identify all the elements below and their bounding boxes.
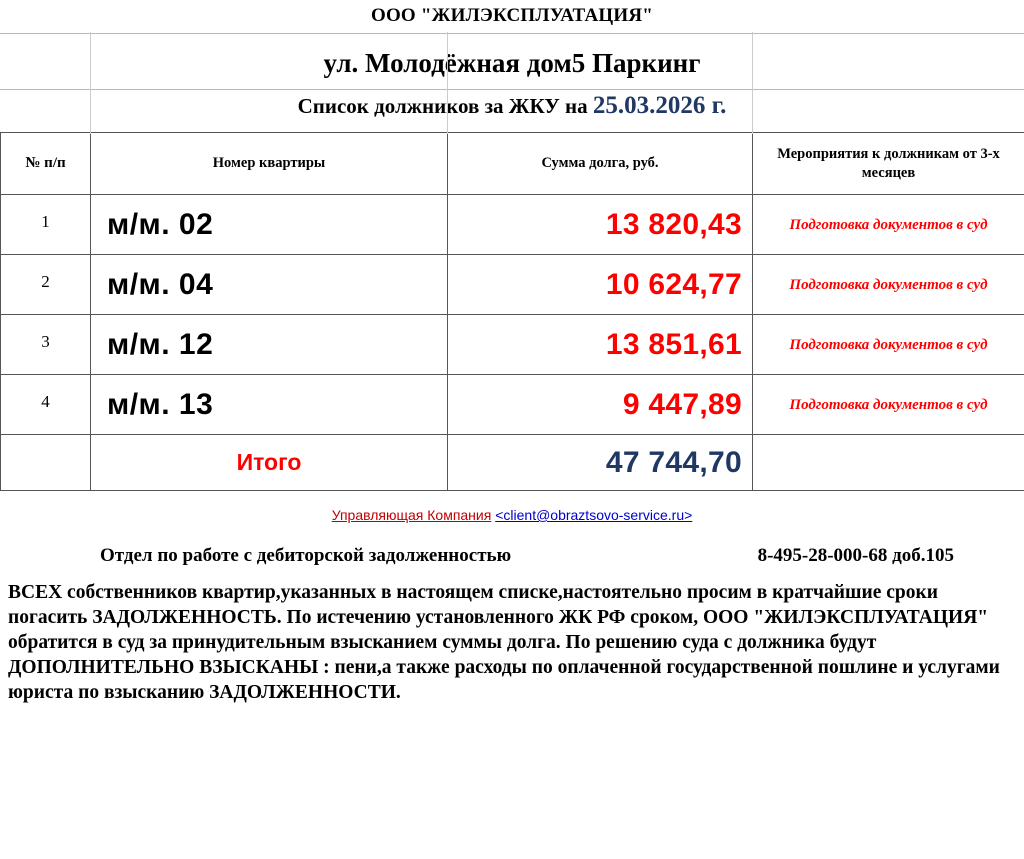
column-header-action: Мероприятия к должникам от 3-х месяцев — [753, 133, 1024, 195]
department-label: Отдел по работе с дебиторской задолженностью — [100, 545, 512, 566]
row-flat: м/м. 04 — [91, 255, 448, 315]
table-row — [1, 315, 1024, 375]
row-flat: м/м. 12 — [91, 315, 448, 375]
debtors-table — [0, 132, 1024, 491]
row-number: 2 — [1, 255, 91, 315]
row-number: 1 — [1, 195, 91, 255]
management-company-label: Управляющая Компания — [331, 507, 492, 523]
organization-title: ООО "ЖИЛЭКСПЛУАТАЦИЯ" — [370, 5, 654, 26]
row-action: Подготовка документов в суд — [753, 315, 1024, 375]
table-header — [1, 133, 1024, 195]
total-label: Итого — [91, 435, 448, 491]
total-sum: 47 744,70 — [448, 435, 753, 491]
row-action: Подготовка документов в суд — [753, 255, 1024, 315]
column-header-flat: Номер квартиры — [91, 133, 448, 195]
row-sum: 9 447,89 — [448, 375, 753, 435]
column-header-number: № п/п — [1, 133, 91, 195]
table-header-row — [1, 133, 1024, 195]
list-subtitle — [0, 90, 1024, 132]
contacts-row — [0, 531, 1024, 575]
table-body — [1, 195, 1024, 491]
address-title: ул. Молодёжная дом5 Паркинг — [323, 48, 701, 78]
row-number: 4 — [1, 375, 91, 435]
column-header-sum: Сумма долга, руб. — [448, 133, 753, 195]
phone-number: 8-495-28-000-68 доб.105 — [757, 545, 954, 566]
row-flat: м/м. 13 — [91, 375, 448, 435]
row-sum: 10 624,77 — [448, 255, 753, 315]
warning-paragraph: ВСЕХ собственников квартир,указанных в настоящем списке,настоятельно просим в кратчайшие сроки погасить ЗАДОЛЖЕННОСТЬ. По истечению установленного ЖК РФ сроком, ООО "ЖИЛЭКСПЛУАТАЦИЯ" обратится в суд за принудительным взысканием суммы долга. По решению суда с должника будут ДОПОЛНИТЕЛЬНО ВЗЫСКАНЫ : пени,а также расходы по оплаченной государственной пошлине и услугами юриста по взысканию ЗАДОЛЖЕННОСТИ. — [8, 582, 1000, 703]
report-date: 25.03.2026 г. — [592, 92, 727, 119]
row-action: Подготовка документов в суд — [753, 195, 1024, 255]
management-contact-line — [0, 491, 1024, 531]
row-sum: 13 851,61 — [448, 315, 753, 375]
row-action: Подготовка документов в суд — [753, 375, 1024, 435]
row-number: 3 — [1, 315, 91, 375]
table-row — [1, 375, 1024, 435]
subtitle-prefix: Список должников за ЖКУ на — [297, 94, 588, 118]
row-flat: м/м. 02 — [91, 195, 448, 255]
table-row — [1, 255, 1024, 315]
table-total-row — [1, 435, 1024, 491]
total-empty-cell — [1, 435, 91, 491]
table-row — [1, 195, 1024, 255]
management-email-link[interactable]: <client@obraztsovo-service.ru> — [495, 507, 693, 523]
row-sum: 13 820,43 — [448, 195, 753, 255]
total-action-cell — [753, 435, 1024, 491]
